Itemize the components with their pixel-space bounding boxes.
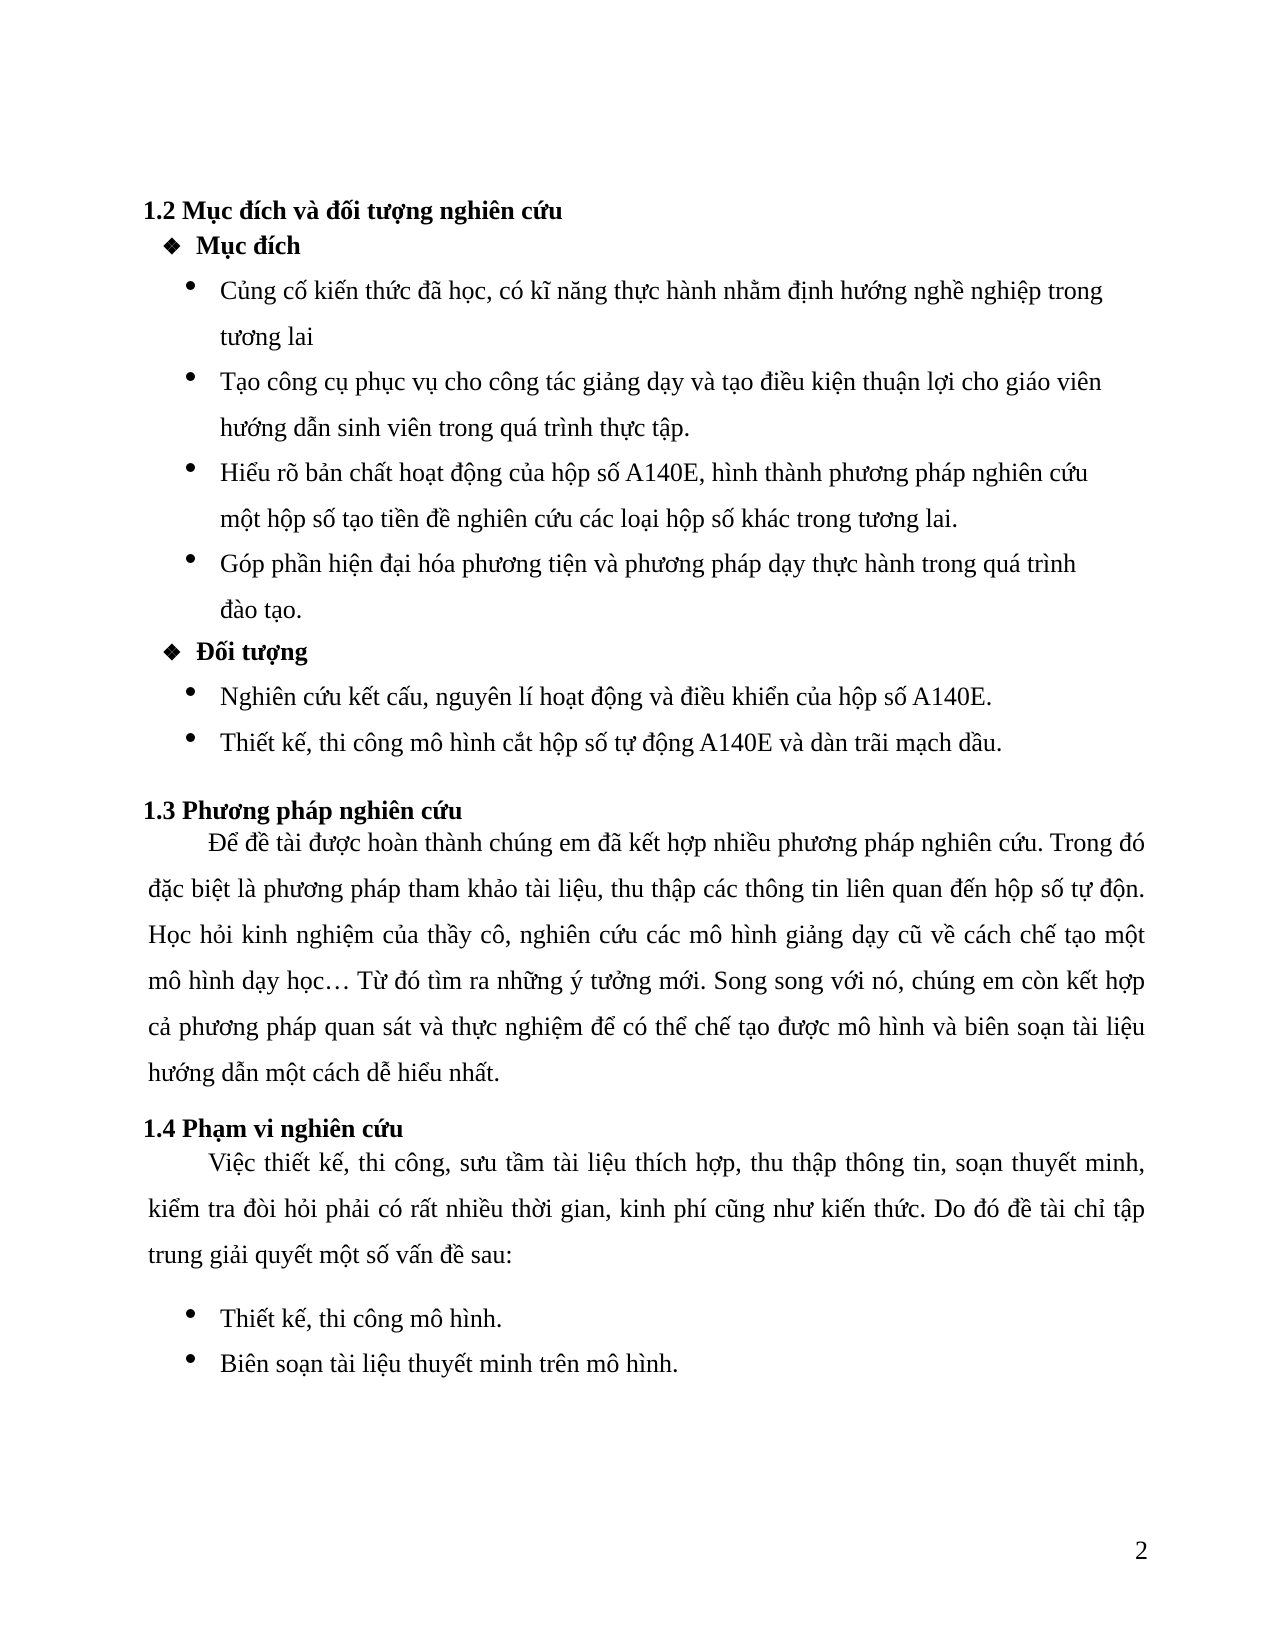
list-item-text: Tạo công cụ phục vụ cho công tác giảng dạy và tạo điều kiện thuận lợi cho giáo viên hướng dẫn sinh viên trong quá trình thực tập. — [220, 367, 1102, 442]
section-1-4-body: Việc thiết kế, thi công, sưu tầm tài liệu thích hợp, thu thập thông tin, soạn thuyết minh, kiểm tra đòi hỏi phải có rất nhiều thời gian, kinh phí cũng như kiến thức. Do đó đề tài chỉ tập trung giải quyết một số vấn đề sau: — [148, 1148, 1145, 1269]
section-heading-1-2: 1.2 Mục đích và đối tượng nghiên cứu — [143, 196, 563, 225]
subheading-purpose — [162, 231, 301, 261]
subheading-purpose-label: Mục đích — [196, 231, 301, 260]
bullet-dot-icon — [186, 463, 195, 472]
section-heading-1-3: 1.3 Phương pháp nghiên cứu — [143, 796, 463, 825]
list-item-text: Thiết kế, thi công mô hình cắt hộp số tự động A140E và dàn trãi mạch dầu. — [220, 728, 1003, 757]
section-heading-1-4: 1.4 Phạm vi nghiên cứu — [143, 1114, 404, 1143]
list-item-text: Nghiên cứu kết cấu, nguyên lí hoạt động và điều khiển của hộp số A140E. — [220, 682, 993, 711]
bullet-dot-icon — [186, 554, 195, 563]
bullet-dot-icon — [186, 1354, 195, 1363]
list-item-text: Biên soạn tài liệu thuyết minh trên mô hình. — [220, 1349, 679, 1378]
subheading-objects — [162, 637, 308, 667]
list-item-text: Góp phần hiện đại hóa phương tiện và phương pháp dạy thực hành trong quá trình đào tạo. — [220, 549, 1077, 624]
list-item-text: Thiết kế, thi công mô hình. — [220, 1304, 503, 1333]
list-item-text: Củng cố kiến thức đã học, có kĩ năng thực hành nhằm định hướng nghề nghiệp trong tương lai — [220, 276, 1103, 351]
bullet-dot-icon — [186, 281, 195, 290]
section-1-3-body: Để đề tài được hoàn thành chúng em đã kết hợp nhiều phương pháp nghiên cứu. Trong đó đặc biệt là phương pháp tham khảo tài liệu, thu thập các thông tin liên quan đến hộp số tự độn. Học hỏi kinh nghiệm của thầy cô, nghiên cứu các mô hình giảng dạy cũ về cách chế tạo một mô hình dạy học… Từ đó tìm ra những ý tưởng mới. Song song với nó, chúng em còn kết hợp cả phương pháp quan sát và thực nghiệm để có thể chế tạo được mô hình và biên soạn tài liệu hướng dẫn một cách dễ hiểu nhất. — [148, 828, 1145, 1087]
list-item-text: Hiểu rõ bản chất hoạt động của hộp số A140E, hình thành phương pháp nghiên cứu một hộp số tạo tiền đề nghiên cứu các loại hộp số khác trong tương lai. — [220, 458, 1088, 533]
subheading-objects-label: Đối tượng — [196, 637, 308, 666]
bullet-dot-icon — [186, 1309, 195, 1318]
bullet-dot-icon — [186, 372, 195, 381]
bullet-dot-icon — [186, 687, 195, 696]
diamond-bullet-icon: ❖ — [162, 640, 182, 665]
diamond-bullet-icon: ❖ — [162, 234, 182, 259]
bullet-dot-icon — [186, 733, 195, 742]
page-number: 2 — [1135, 1536, 1148, 1565]
